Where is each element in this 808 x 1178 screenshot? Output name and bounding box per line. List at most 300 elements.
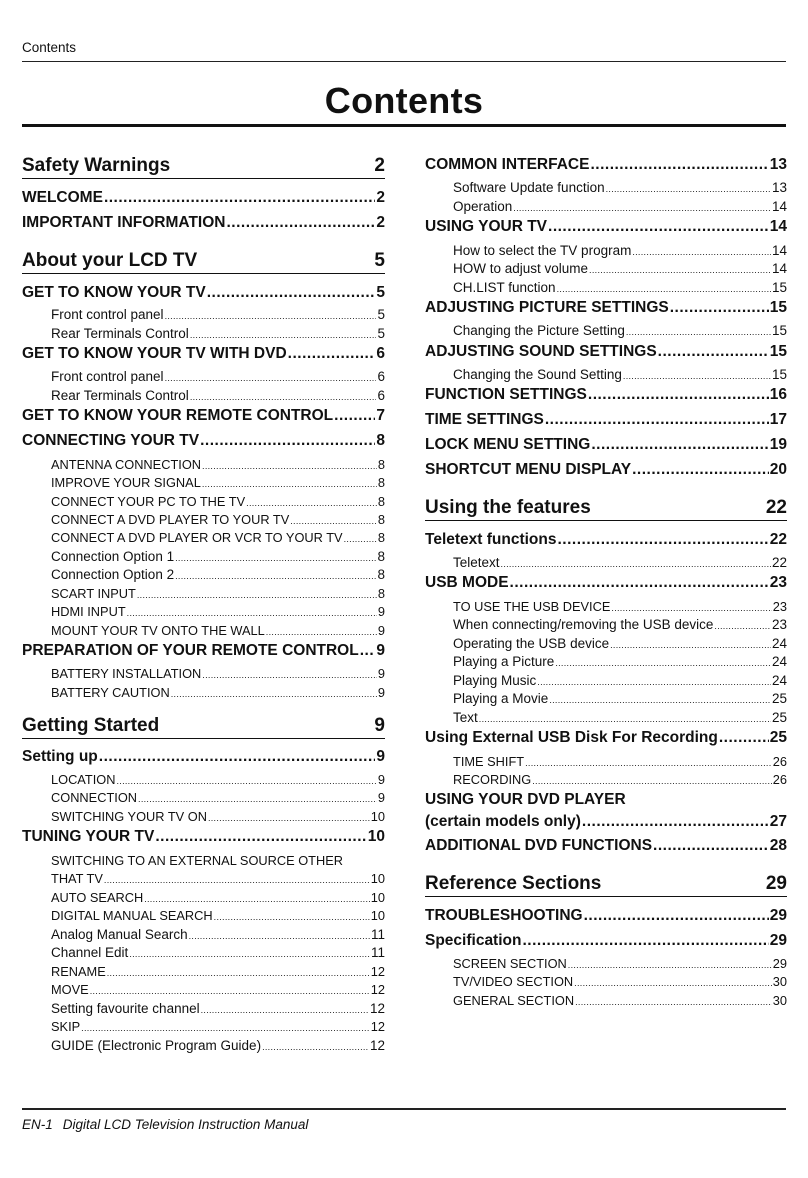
toc-entry-using-your-dvd-player[interactable]: USING YOUR DVD PLAYER: [425, 791, 626, 808]
entry-title: THAT TV: [51, 871, 103, 886]
entry-title: ADJUSTING SOUND SETTINGS: [425, 343, 657, 360]
toc-entry-using-external-usb-disk-for-recording[interactable]: [425, 729, 787, 747]
entry-title: Analog Manual Search: [51, 927, 188, 942]
entry-title: GET TO KNOW YOUR REMOTE CONTROL: [22, 407, 334, 424]
dot-leader: [549, 695, 771, 705]
dot-leader: [165, 311, 377, 321]
dot-leader: [525, 758, 772, 768]
entry-page: 8: [376, 432, 385, 449]
entry-title: Channel Edit: [51, 945, 129, 960]
toc-subentry[interactable]: [51, 890, 385, 905]
footer-divider: [22, 1108, 786, 1110]
dot-leader: [171, 689, 377, 699]
toc-entry-teletext-functions[interactable]: [425, 531, 787, 549]
toc-subentry[interactable]: [453, 367, 787, 382]
entry-page: 30: [772, 974, 787, 989]
section-title: Getting Started: [22, 715, 160, 736]
entry-title: LOCATION: [51, 772, 116, 787]
entry-page: 9: [377, 685, 385, 700]
entry-page: 15: [769, 343, 787, 360]
toc-subentry[interactable]: [51, 604, 385, 619]
toc-subentry[interactable]: [51, 908, 385, 923]
dot-leader: [155, 828, 366, 846]
dot-leader: [190, 392, 377, 402]
toc-subentry[interactable]: [453, 617, 787, 632]
entry-title: BATTERY CAUTION: [51, 685, 170, 700]
toc-subentry[interactable]: [453, 180, 787, 195]
entry-title: ADJUSTING PICTURE SETTINGS: [425, 299, 669, 316]
entry-title: SWITCHING YOUR TV ON: [51, 809, 207, 824]
dot-leader: [611, 603, 771, 613]
dot-leader: [127, 608, 377, 618]
toc-entry-certain-models-only[interactable]: [425, 813, 787, 831]
toc-entry-lock-menu-setting[interactable]: [425, 436, 787, 454]
toc-entry-usb-mode[interactable]: [425, 574, 787, 592]
entry-page: 14: [769, 218, 787, 235]
dot-leader: [246, 498, 377, 508]
dot-leader: [360, 642, 376, 660]
toc-subentry[interactable]: [453, 280, 787, 295]
toc-subentry[interactable]: [51, 586, 385, 601]
entry-title: ADDITIONAL DVD FUNCTIONS: [425, 837, 653, 854]
entry-title: Playing a Picture: [453, 654, 555, 669]
toc-subentry[interactable]: [51, 871, 385, 886]
entry-page: 9: [377, 772, 385, 787]
entry-title: Operating the USB device: [453, 636, 610, 651]
toc-subentry[interactable]: [51, 772, 385, 787]
section-page: 2: [374, 155, 385, 176]
entry-title: SHORTCUT MENU DISPLAY: [425, 461, 632, 478]
dot-leader: [202, 670, 377, 680]
dot-leader: [719, 729, 769, 747]
entry-title: Specification: [425, 932, 522, 949]
dot-leader: [288, 345, 376, 363]
entry-page: 6: [377, 388, 385, 403]
entry-title: CONNECT A DVD PLAYER TO YOUR TV: [51, 512, 290, 527]
toc-subentry[interactable]: [51, 790, 385, 805]
toc-subentry[interactable]: [51, 623, 385, 638]
entry-title: Teletext: [453, 555, 500, 570]
entry-page: 22: [771, 555, 787, 570]
section-heading-about-your-lcd-tv[interactable]: [22, 250, 385, 274]
entry-page: 8: [377, 512, 385, 527]
entry-page: 17: [769, 411, 787, 428]
entry-page: 11: [370, 927, 385, 942]
entry-page: 11: [370, 945, 385, 960]
dot-leader: [658, 343, 769, 361]
entry-page: 8: [377, 494, 385, 509]
toc-subentry[interactable]: [453, 555, 787, 570]
dot-leader: [575, 997, 772, 1007]
dot-leader: [588, 386, 769, 404]
toc-subentry[interactable]: [453, 323, 787, 338]
toc-subentry-wrapped-line[interactable]: SWITCHING TO AN EXTERNAL SOURCE OTHER: [51, 853, 343, 868]
entry-title: TO USE THE USB DEVICE: [453, 599, 611, 614]
entry-page: 7: [376, 407, 385, 424]
entry-page: 23: [769, 574, 787, 591]
toc-entry-get-to-know-your-tv-with-dvd[interactable]: [22, 345, 385, 363]
entry-page: 23: [772, 599, 787, 614]
entry-title: Setting favourite channel: [51, 1001, 200, 1016]
entry-title: Text: [453, 710, 478, 725]
entry-page: 5: [377, 307, 385, 322]
entry-page: 15: [769, 299, 787, 316]
section-heading-safety-warnings[interactable]: [22, 155, 385, 179]
toc-entry-connecting-your-tv[interactable]: [22, 432, 385, 450]
toc-entry-using-your-tv[interactable]: [425, 218, 787, 236]
dot-leader: [589, 265, 771, 275]
dot-leader: [208, 813, 370, 823]
dot-leader: [626, 327, 771, 337]
section-title: Using the features: [425, 497, 591, 518]
dot-leader: [189, 931, 370, 941]
entry-title: Connection Option 1: [51, 549, 175, 564]
entry-page: 8: [377, 567, 385, 582]
dot-leader: [129, 949, 370, 959]
section-page: 22: [765, 497, 787, 518]
toc-subentry[interactable]: [453, 772, 787, 787]
toc-entry-additional-dvd-functions[interactable]: [425, 837, 787, 855]
entry-page: 10: [370, 809, 385, 824]
entry-title: Software Update function: [453, 180, 605, 195]
entry-page: 13: [769, 156, 787, 173]
entry-page: 23: [771, 617, 787, 632]
entry-page: 9: [376, 642, 385, 659]
entry-page: 26: [772, 754, 787, 769]
dot-leader: [510, 574, 769, 592]
entry-title: CONNECT A DVD PLAYER OR VCR TO YOUR TV: [51, 530, 343, 545]
toc-subentry[interactable]: [51, 809, 385, 824]
entry-page: 12: [370, 982, 385, 997]
dot-leader: [623, 371, 771, 381]
entry-title: GUIDE (Electronic Program Guide): [51, 1038, 262, 1053]
toc-entry-troubleshooting[interactable]: [425, 907, 787, 925]
toc-entry-important-information[interactable]: [22, 214, 385, 232]
entry-title: IMPROVE YOUR SIGNAL: [51, 475, 201, 490]
entry-title: Operation: [453, 199, 513, 214]
dot-leader: [548, 218, 769, 236]
entry-page: 9: [377, 604, 385, 619]
entry-page: 19: [769, 436, 787, 453]
entry-title: GET TO KNOW YOUR TV: [22, 284, 206, 301]
dot-leader: [557, 284, 771, 294]
entry-page: 27: [769, 813, 787, 830]
toc-subentry[interactable]: [51, 1019, 385, 1034]
dot-leader: [344, 534, 377, 544]
dot-leader: [116, 776, 376, 786]
dot-leader: [99, 748, 376, 766]
entry-title: IMPORTANT INFORMATION: [22, 214, 226, 231]
dot-leader: [670, 299, 769, 317]
dot-leader: [522, 932, 768, 950]
toc-entry-get-to-know-your-remote-control[interactable]: [22, 407, 385, 425]
entry-page: 10: [367, 828, 385, 845]
entry-page: 6: [377, 369, 385, 384]
entry-page: 2: [376, 189, 385, 206]
entry-title: AUTO SEARCH: [51, 890, 144, 905]
page-title: Contents: [324, 80, 484, 121]
toc-subentry[interactable]: [51, 307, 385, 322]
toc-entry-preparation-of-your-remote-control[interactable]: [22, 642, 385, 660]
entry-title: TROUBLESHOOTING: [425, 907, 583, 924]
toc-subentry[interactable]: [453, 599, 787, 614]
entry-page: 9: [376, 748, 385, 765]
toc-entry-adjusting-picture-settings[interactable]: [425, 299, 787, 317]
dot-leader: [104, 875, 370, 885]
dot-leader: [175, 571, 376, 581]
entry-page: 24: [771, 673, 787, 688]
entry-title: (certain models only): [425, 813, 581, 830]
entry-title: DIGITAL MANUAL SEARCH: [51, 908, 213, 923]
section-heading-using-the-features[interactable]: [425, 497, 787, 521]
entry-title: BATTERY INSTALLATION: [51, 666, 202, 681]
toc-subentry[interactable]: [51, 457, 385, 472]
toc-subentry[interactable]: [51, 567, 385, 582]
toc-entry-tuning-your-tv[interactable]: [22, 828, 385, 846]
entry-page: 9: [377, 790, 385, 805]
entry-title: Connection Option 2: [51, 567, 175, 582]
dot-leader: [226, 214, 375, 232]
dot-leader: [653, 837, 769, 855]
entry-page: 24: [771, 636, 787, 651]
manual-title: Digital LCD Television Instruction Manual: [62, 1117, 309, 1132]
entry-title: Rear Terminals Control: [51, 326, 189, 341]
toc-entry-get-to-know-your-tv[interactable]: [22, 284, 385, 302]
entry-page: 10: [370, 890, 385, 905]
dot-leader: [606, 184, 771, 194]
entry-page: 29: [772, 956, 787, 971]
dot-leader: [207, 284, 376, 302]
toc-entry-specification[interactable]: [425, 932, 787, 950]
running-header: Contents: [22, 40, 77, 55]
entry-page: 8: [377, 457, 385, 472]
toc-subentry[interactable]: [51, 964, 385, 979]
dot-leader: [632, 247, 771, 257]
section-page: 5: [374, 250, 385, 271]
entry-page: 13: [771, 180, 787, 195]
entry-page: 10: [370, 908, 385, 923]
section-title: Safety Warnings: [22, 155, 171, 176]
dot-leader: [144, 894, 370, 904]
dot-leader: [714, 621, 771, 631]
entry-title: HOW to adjust volume: [453, 261, 589, 276]
toc-subentry[interactable]: [51, 494, 385, 509]
entry-title: Playing Music: [453, 673, 537, 688]
entry-title: COMMON INTERFACE: [425, 156, 590, 173]
toc-entry-setting-up[interactable]: [22, 748, 385, 766]
entry-title: Changing the Sound Setting: [453, 367, 622, 382]
dot-leader: [90, 986, 370, 996]
entry-page: 8: [377, 586, 385, 601]
entry-page: 25: [769, 729, 787, 746]
dot-leader: [501, 559, 771, 569]
dot-leader: [137, 590, 377, 600]
entry-title: TIME SETTINGS: [425, 411, 544, 428]
entry-title: LOCK MENU SETTING: [425, 436, 591, 453]
dot-leader: [513, 203, 771, 213]
entry-page: 16: [769, 386, 787, 403]
page-code: EN-1: [22, 1117, 53, 1132]
entry-page: 6: [376, 345, 385, 362]
entry-page: 9: [377, 666, 385, 681]
dot-leader: [334, 407, 375, 425]
page-footer: [22, 1117, 308, 1132]
toc-entry-welcome[interactable]: [22, 189, 385, 207]
toc-subentry[interactable]: [51, 512, 385, 527]
toc-subentry[interactable]: [51, 927, 385, 942]
toc-subentry[interactable]: [453, 199, 787, 214]
toc-subentry[interactable]: [51, 945, 385, 960]
entry-page: 12: [369, 1038, 385, 1053]
toc-subentry[interactable]: [453, 993, 787, 1008]
dot-leader: [545, 411, 769, 429]
toc-subentry[interactable]: [51, 1038, 385, 1053]
entry-page: 22: [769, 531, 787, 548]
dot-leader: [290, 516, 377, 526]
section-page: 9: [374, 715, 385, 736]
entry-title: RECORDING: [453, 772, 532, 787]
entry-title: Teletext functions: [425, 531, 557, 548]
toc-subentry[interactable]: [453, 673, 787, 688]
dot-leader: [138, 794, 377, 804]
toc-entry-shortcut-menu-display[interactable]: [425, 461, 787, 479]
toc-subentry[interactable]: [453, 710, 787, 725]
entry-page: 10: [370, 871, 385, 886]
dot-leader: [266, 627, 377, 637]
toc-subentry[interactable]: [453, 754, 787, 769]
header-divider: [22, 61, 786, 62]
entry-title: SCREEN SECTION: [453, 956, 567, 971]
entry-title: When connecting/removing the USB device: [453, 617, 714, 632]
section-heading-getting-started[interactable]: [22, 715, 385, 739]
entry-page: 9: [377, 623, 385, 638]
entry-page: 30: [772, 993, 787, 1008]
title-divider: [22, 124, 786, 127]
dot-leader: [214, 912, 370, 922]
entry-title: Rear Terminals Control: [51, 388, 189, 403]
toc-subentry[interactable]: [51, 388, 385, 403]
dot-leader: [201, 1005, 369, 1015]
dot-leader: [532, 776, 772, 786]
dot-leader: [107, 968, 370, 978]
toc-subentry[interactable]: [51, 685, 385, 700]
toc-subentry[interactable]: [51, 1001, 385, 1016]
toc-subentry[interactable]: [51, 982, 385, 997]
toc-subentry[interactable]: [453, 654, 787, 669]
toc-subentry[interactable]: [51, 475, 385, 490]
entry-page: 12: [370, 1019, 385, 1034]
entry-title: HDMI INPUT: [51, 604, 126, 619]
entry-title: TV/VIDEO SECTION: [453, 974, 574, 989]
dot-leader: [202, 479, 377, 489]
dot-leader: [175, 553, 376, 563]
entry-page: 8: [377, 549, 385, 564]
entry-title: FUNCTION SETTINGS: [425, 386, 587, 403]
toc-subentry[interactable]: [453, 691, 787, 706]
toc-entry-time-settings[interactable]: [425, 411, 787, 429]
dot-leader: [104, 189, 375, 207]
toc-subentry[interactable]: [453, 974, 787, 989]
entry-page: 14: [771, 243, 787, 258]
section-page: 29: [765, 873, 787, 894]
entry-title: CONNECT YOUR PC TO THE TV: [51, 494, 246, 509]
entry-page: 28: [769, 837, 787, 854]
entry-page: 20: [769, 461, 787, 478]
toc-subentry[interactable]: [51, 326, 385, 341]
toc-subentry[interactable]: [453, 636, 787, 651]
section-title: About your LCD TV: [22, 250, 198, 271]
dot-leader: [262, 1042, 369, 1052]
toc-entry-function-settings[interactable]: [425, 386, 787, 404]
toc-subentry[interactable]: [453, 261, 787, 276]
entry-title: How to select the TV program: [453, 243, 632, 258]
entry-page: 24: [771, 654, 787, 669]
dot-leader: [555, 658, 771, 668]
entry-title: RENAME: [51, 964, 106, 979]
dot-leader: [610, 640, 771, 650]
toc-entry-adjusting-sound-settings[interactable]: [425, 343, 787, 361]
entry-page: 15: [771, 323, 787, 338]
entry-page: 5: [377, 326, 385, 341]
entry-page: 29: [769, 932, 787, 949]
entry-title: MOVE: [51, 982, 89, 997]
entry-title: Using External USB Disk For Recording: [425, 729, 718, 746]
entry-page: 12: [370, 964, 385, 979]
dot-leader: [200, 432, 375, 450]
dot-leader: [165, 373, 377, 383]
dot-leader: [190, 330, 377, 340]
toc-subentry[interactable]: [453, 956, 787, 971]
entry-title: CONNECTION: [51, 790, 138, 805]
toc-subentry[interactable]: [453, 243, 787, 258]
toc-subentry[interactable]: [51, 549, 385, 564]
dot-leader: [81, 1023, 370, 1033]
entry-page: 5: [376, 284, 385, 301]
entry-page: 25: [771, 691, 787, 706]
toc-entry-common-interface[interactable]: [425, 156, 787, 174]
dot-leader: [582, 813, 769, 831]
entry-page: 8: [377, 530, 385, 545]
entry-title: Front control panel: [51, 369, 164, 384]
entry-title: Front control panel: [51, 307, 164, 322]
entry-title: CH.LIST function: [453, 280, 556, 295]
section-heading-reference-sections[interactable]: [425, 873, 787, 897]
toc-subentry[interactable]: [51, 369, 385, 384]
dot-leader: [574, 978, 772, 988]
dot-leader: [557, 531, 768, 549]
entry-page: 2: [376, 214, 385, 231]
toc-subentry[interactable]: [51, 666, 385, 681]
entry-title: SCART INPUT: [51, 586, 136, 601]
entry-page: 12: [369, 1001, 385, 1016]
entry-title: GET TO KNOW YOUR TV WITH DVD: [22, 345, 287, 362]
dot-leader: [584, 907, 769, 925]
entry-page: 26: [772, 772, 787, 787]
entry-page: 25: [771, 710, 787, 725]
entry-title: MOUNT YOUR TV ONTO THE WALL: [51, 623, 265, 638]
dot-leader: [568, 960, 772, 970]
dot-leader: [590, 156, 768, 174]
dot-leader: [632, 461, 769, 479]
dot-leader: [479, 714, 771, 724]
entry-title: GENERAL SECTION: [453, 993, 575, 1008]
entry-title: USING YOUR TV: [425, 218, 548, 235]
entry-title: TIME SHIFT: [453, 754, 525, 769]
toc-subentry[interactable]: [51, 530, 385, 545]
entry-page: 14: [771, 261, 787, 276]
entry-page: 29: [769, 907, 787, 924]
dot-leader: [591, 436, 768, 454]
